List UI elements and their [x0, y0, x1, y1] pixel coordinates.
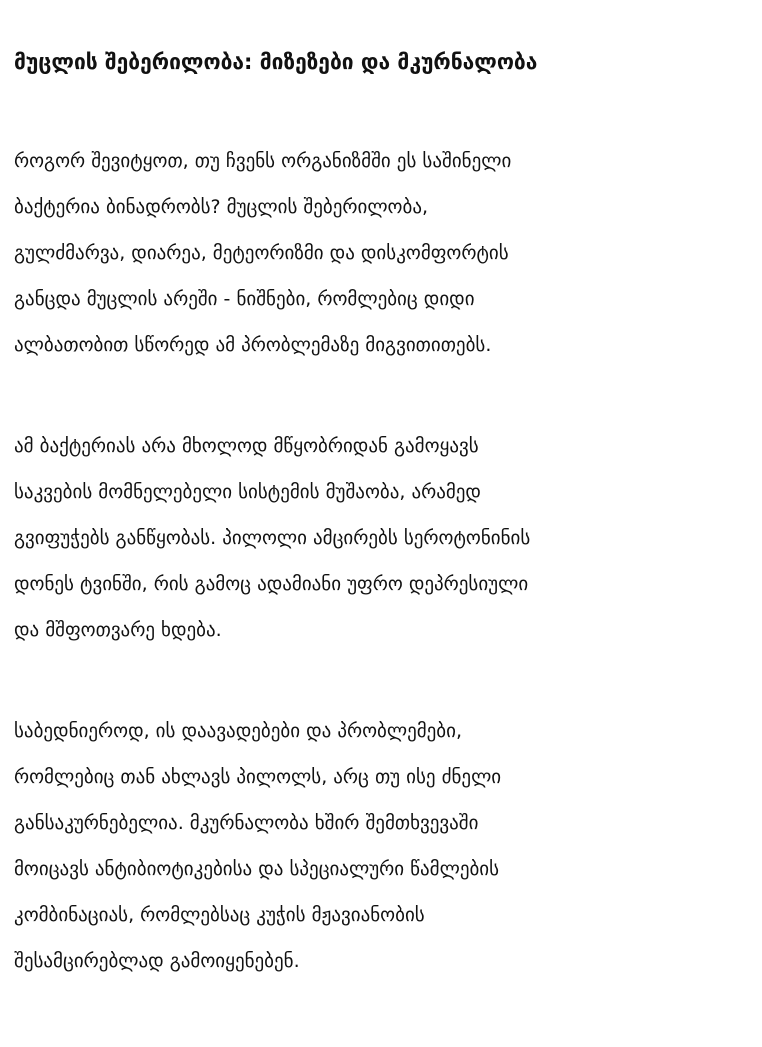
paragraph-line: ამ ბაქტერიას არა მხოლოდ მწყობრიდან გამოყავს — [14, 435, 479, 457]
paragraph-effects — [14, 423, 530, 653]
paragraph-line: ალბათობით სწორედ ამ პრობლემაზე მიგვითითებს. — [14, 334, 492, 356]
article-title: მუცლის შებერილობა: მიზეზები და მკურნალობა — [14, 50, 538, 74]
paragraph-line: რომლებიც თან ახლავს პილოლს, არც თუ ისე ძნელი — [14, 766, 502, 788]
paragraph-line: მოიცავს ანტიბიოტიკებისა და სპეციალური წამლების — [14, 858, 500, 880]
paragraph-line: საბედნიეროდ, ის დაავადებები და პრობლემები, — [14, 720, 463, 742]
paragraph-line: გულძმარვა, დიარეა, მეტეორიზმი და დისკომფორტის — [14, 242, 509, 264]
paragraph-line: და მშფოთვარე ხდება. — [14, 619, 222, 641]
paragraph-line: ბაქტერია ბინადრობს? მუცლის შებერილობა, — [14, 196, 429, 218]
paragraph-line: განცდა მუცლის არეში - ნიშნები, რომლებიც დიდი — [14, 288, 475, 310]
paragraph-treatment — [14, 708, 501, 984]
paragraph-line: კომბინაციას, რომლებსაც კუჭის მჟავიანობის — [14, 904, 425, 926]
paragraph-line: საკვების მომნელებელი სისტემის მუშაობა, არამედ — [14, 481, 481, 503]
paragraph-line: დონეს ტვინში, რის გამოც ადამიანი უფრო დეპრესიული — [14, 573, 529, 595]
paragraph-symptoms — [14, 138, 511, 368]
paragraph-line: შესამცირებლად გამოიყენებენ. — [14, 950, 300, 972]
paragraph-line: გვიფუჭებს განწყობას. პილოლი ამცირებს სეროტონინის — [14, 527, 531, 549]
paragraph-line: როგორ შევიტყოთ, თუ ჩვენს ორგანიზმში ეს საშინელი — [14, 150, 512, 172]
paragraph-line: განსაკურნებელია. მკურნალობა ხშირ შემთხვევაში — [14, 812, 479, 834]
